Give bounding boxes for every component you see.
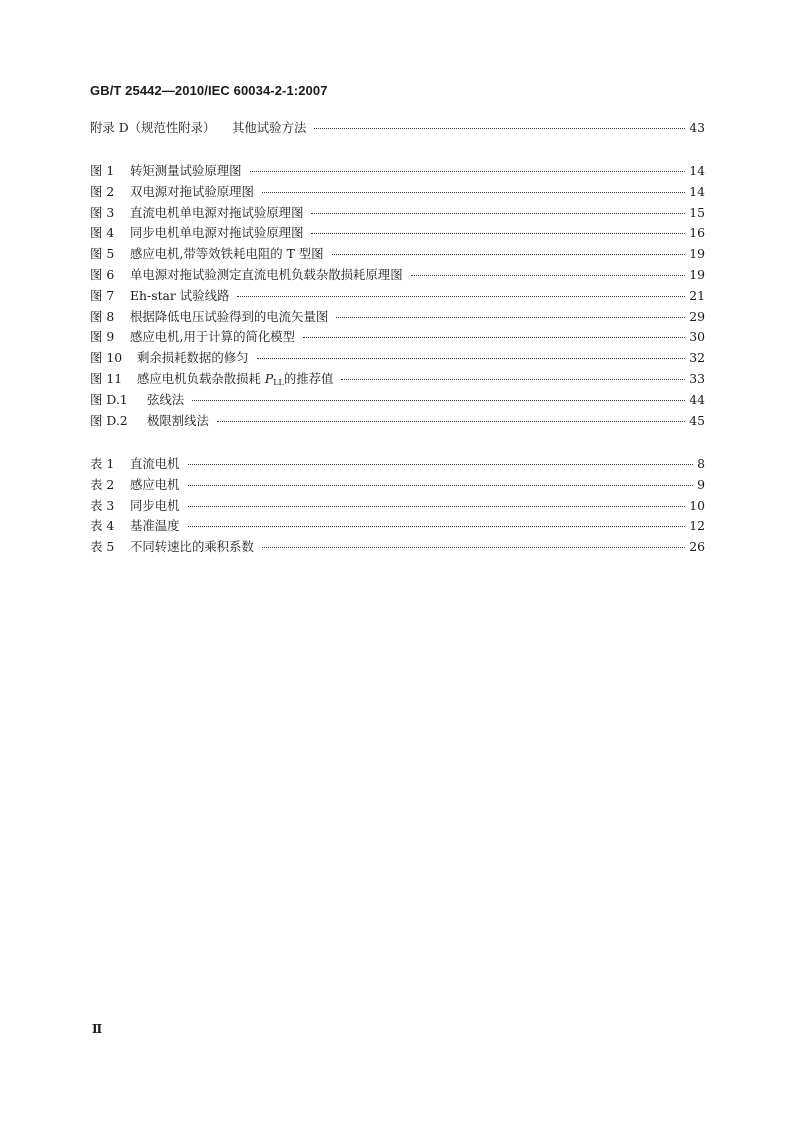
entry-page: 33 <box>689 370 705 386</box>
entry-label: 表 1 <box>90 456 115 471</box>
title-text: 感应电机负载杂散损耗 <box>137 370 265 386</box>
entry-title: 剩余损耗数据的修匀 <box>137 350 249 366</box>
entry-title: 双电源对拖试验原理图 <box>130 183 254 199</box>
entry-label: 图 11 <box>90 370 123 386</box>
toc-entry-appendix-d[interactable] <box>90 118 705 139</box>
toc-figures-section <box>90 161 705 431</box>
entry-page: 15 <box>689 204 705 220</box>
entry-label: 表 5 <box>90 539 115 555</box>
dot-leader <box>341 379 685 380</box>
entry-label: 附录 D（规范性附录） <box>90 120 216 135</box>
toc-entry-figure[interactable] <box>90 307 705 328</box>
toc-entry-figure[interactable] <box>90 327 705 348</box>
entry-title: 感应电机,带等效铁耗电阻的 T 型图 <box>130 246 324 262</box>
dot-leader <box>411 275 686 276</box>
entry-page: 16 <box>689 225 705 241</box>
entry-title: 直流电机 <box>130 456 180 471</box>
dot-leader <box>188 506 686 507</box>
dot-leader <box>262 192 685 193</box>
toc-entry-figure[interactable] <box>90 182 705 203</box>
toc-entry-table[interactable] <box>90 496 705 517</box>
entry-page: 45 <box>689 412 705 428</box>
page-number: Ⅱ <box>92 1022 103 1036</box>
entry-label: 图 5 <box>90 246 115 262</box>
entry-label: 图 D.2 <box>90 412 128 428</box>
dot-leader <box>188 464 694 465</box>
entry-title: 单电源对拖试验测定直流电机负载杂散损耗原理图 <box>130 266 403 282</box>
toc-entry-table[interactable] <box>90 475 705 496</box>
entry-label: 图 2 <box>90 183 115 199</box>
entry-label: 图 1 <box>90 163 115 178</box>
toc-entry-figure[interactable] <box>90 244 705 265</box>
entry-page: 14 <box>689 163 705 178</box>
entry-title: 转矩测量试验原理图 <box>130 163 242 178</box>
toc-entry-figure[interactable] <box>90 223 705 244</box>
entry-title: 同步电机 <box>130 497 180 513</box>
toc-entry-figure[interactable] <box>90 265 705 286</box>
dot-leader <box>262 547 685 548</box>
toc-entry-figure[interactable] <box>90 411 705 432</box>
entry-title: 弦线法 <box>147 391 185 407</box>
entry-label: 图 7 <box>90 287 115 303</box>
toc-entry-table[interactable] <box>90 537 705 558</box>
entry-title: 同步电机单电源对拖试验原理图 <box>130 225 304 241</box>
entry-page: 43 <box>689 120 705 135</box>
dot-leader <box>188 526 686 527</box>
toc-entry-figure[interactable] <box>90 203 705 224</box>
toc-entry-table[interactable] <box>90 454 705 475</box>
toc-entry-figure[interactable] <box>90 161 705 182</box>
entry-page: 32 <box>689 350 705 366</box>
entry-page: 9 <box>697 476 705 492</box>
entry-label: 图 9 <box>90 329 115 345</box>
entry-label: 图 6 <box>90 266 115 282</box>
toc-entry-figure[interactable] <box>90 348 705 369</box>
entry-title: 根据降低电压试验得到的电流矢量图 <box>130 308 329 324</box>
entry-title: 极限割线法 <box>147 412 209 428</box>
toc-entry-figure[interactable] <box>90 369 705 390</box>
entry-title: 感应电机,用于计算的简化模型 <box>130 329 296 345</box>
entry-title: 不同转速比的乘积系数 <box>130 539 254 555</box>
entry-page: 44 <box>689 391 705 407</box>
dot-leader <box>192 400 685 401</box>
entry-page: 21 <box>689 287 705 303</box>
dot-leader <box>303 337 685 338</box>
entry-label: 表 2 <box>90 476 115 492</box>
entry-page: 10 <box>689 497 705 513</box>
entry-page: 14 <box>689 183 705 199</box>
symbol-subscript: LL <box>273 377 284 387</box>
entry-page: 29 <box>689 308 705 324</box>
entry-title: 其他试验方法 <box>232 120 307 135</box>
title-text-post: 的推荐值 <box>283 370 334 386</box>
entry-page: 26 <box>689 539 705 555</box>
entry-label: 图 D.1 <box>90 391 128 407</box>
dot-leader <box>314 128 685 129</box>
entry-label: 图 10 <box>90 350 123 366</box>
dot-leader <box>311 213 685 214</box>
dot-leader <box>237 296 685 297</box>
entry-page: 19 <box>689 246 705 262</box>
entry-title: 基准温度 <box>130 518 180 534</box>
toc-entry-figure[interactable] <box>90 390 705 411</box>
standard-header: GB/T 25442—2010/IEC 60034-2-1:2007 <box>90 83 328 98</box>
dot-leader <box>311 233 685 234</box>
entry-label: 表 4 <box>90 518 115 534</box>
entry-page: 30 <box>689 329 705 345</box>
toc-appendix-section <box>90 118 705 139</box>
symbol-p: P <box>264 370 274 386</box>
dot-leader <box>250 171 686 172</box>
entry-title: Eh-star 试验线路 <box>130 287 230 303</box>
dot-leader <box>332 254 686 255</box>
entry-title: 感应电机 <box>130 476 180 492</box>
entry-label: 图 4 <box>90 225 115 241</box>
entry-label: 表 3 <box>90 497 115 513</box>
dot-leader <box>217 421 685 422</box>
entry-page: 12 <box>689 518 705 534</box>
toc-tables-section <box>90 454 705 558</box>
entry-title: 直流电机单电源对拖试验原理图 <box>130 204 304 220</box>
toc-entry-figure[interactable] <box>90 286 705 307</box>
entry-label: 图 8 <box>90 308 115 324</box>
entry-page: 8 <box>697 456 705 471</box>
dot-leader <box>257 358 686 359</box>
entry-page: 19 <box>689 266 705 282</box>
entry-label: 图 3 <box>90 204 115 220</box>
toc-entry-table[interactable] <box>90 516 705 537</box>
dot-leader <box>336 317 685 318</box>
dot-leader <box>188 485 694 486</box>
